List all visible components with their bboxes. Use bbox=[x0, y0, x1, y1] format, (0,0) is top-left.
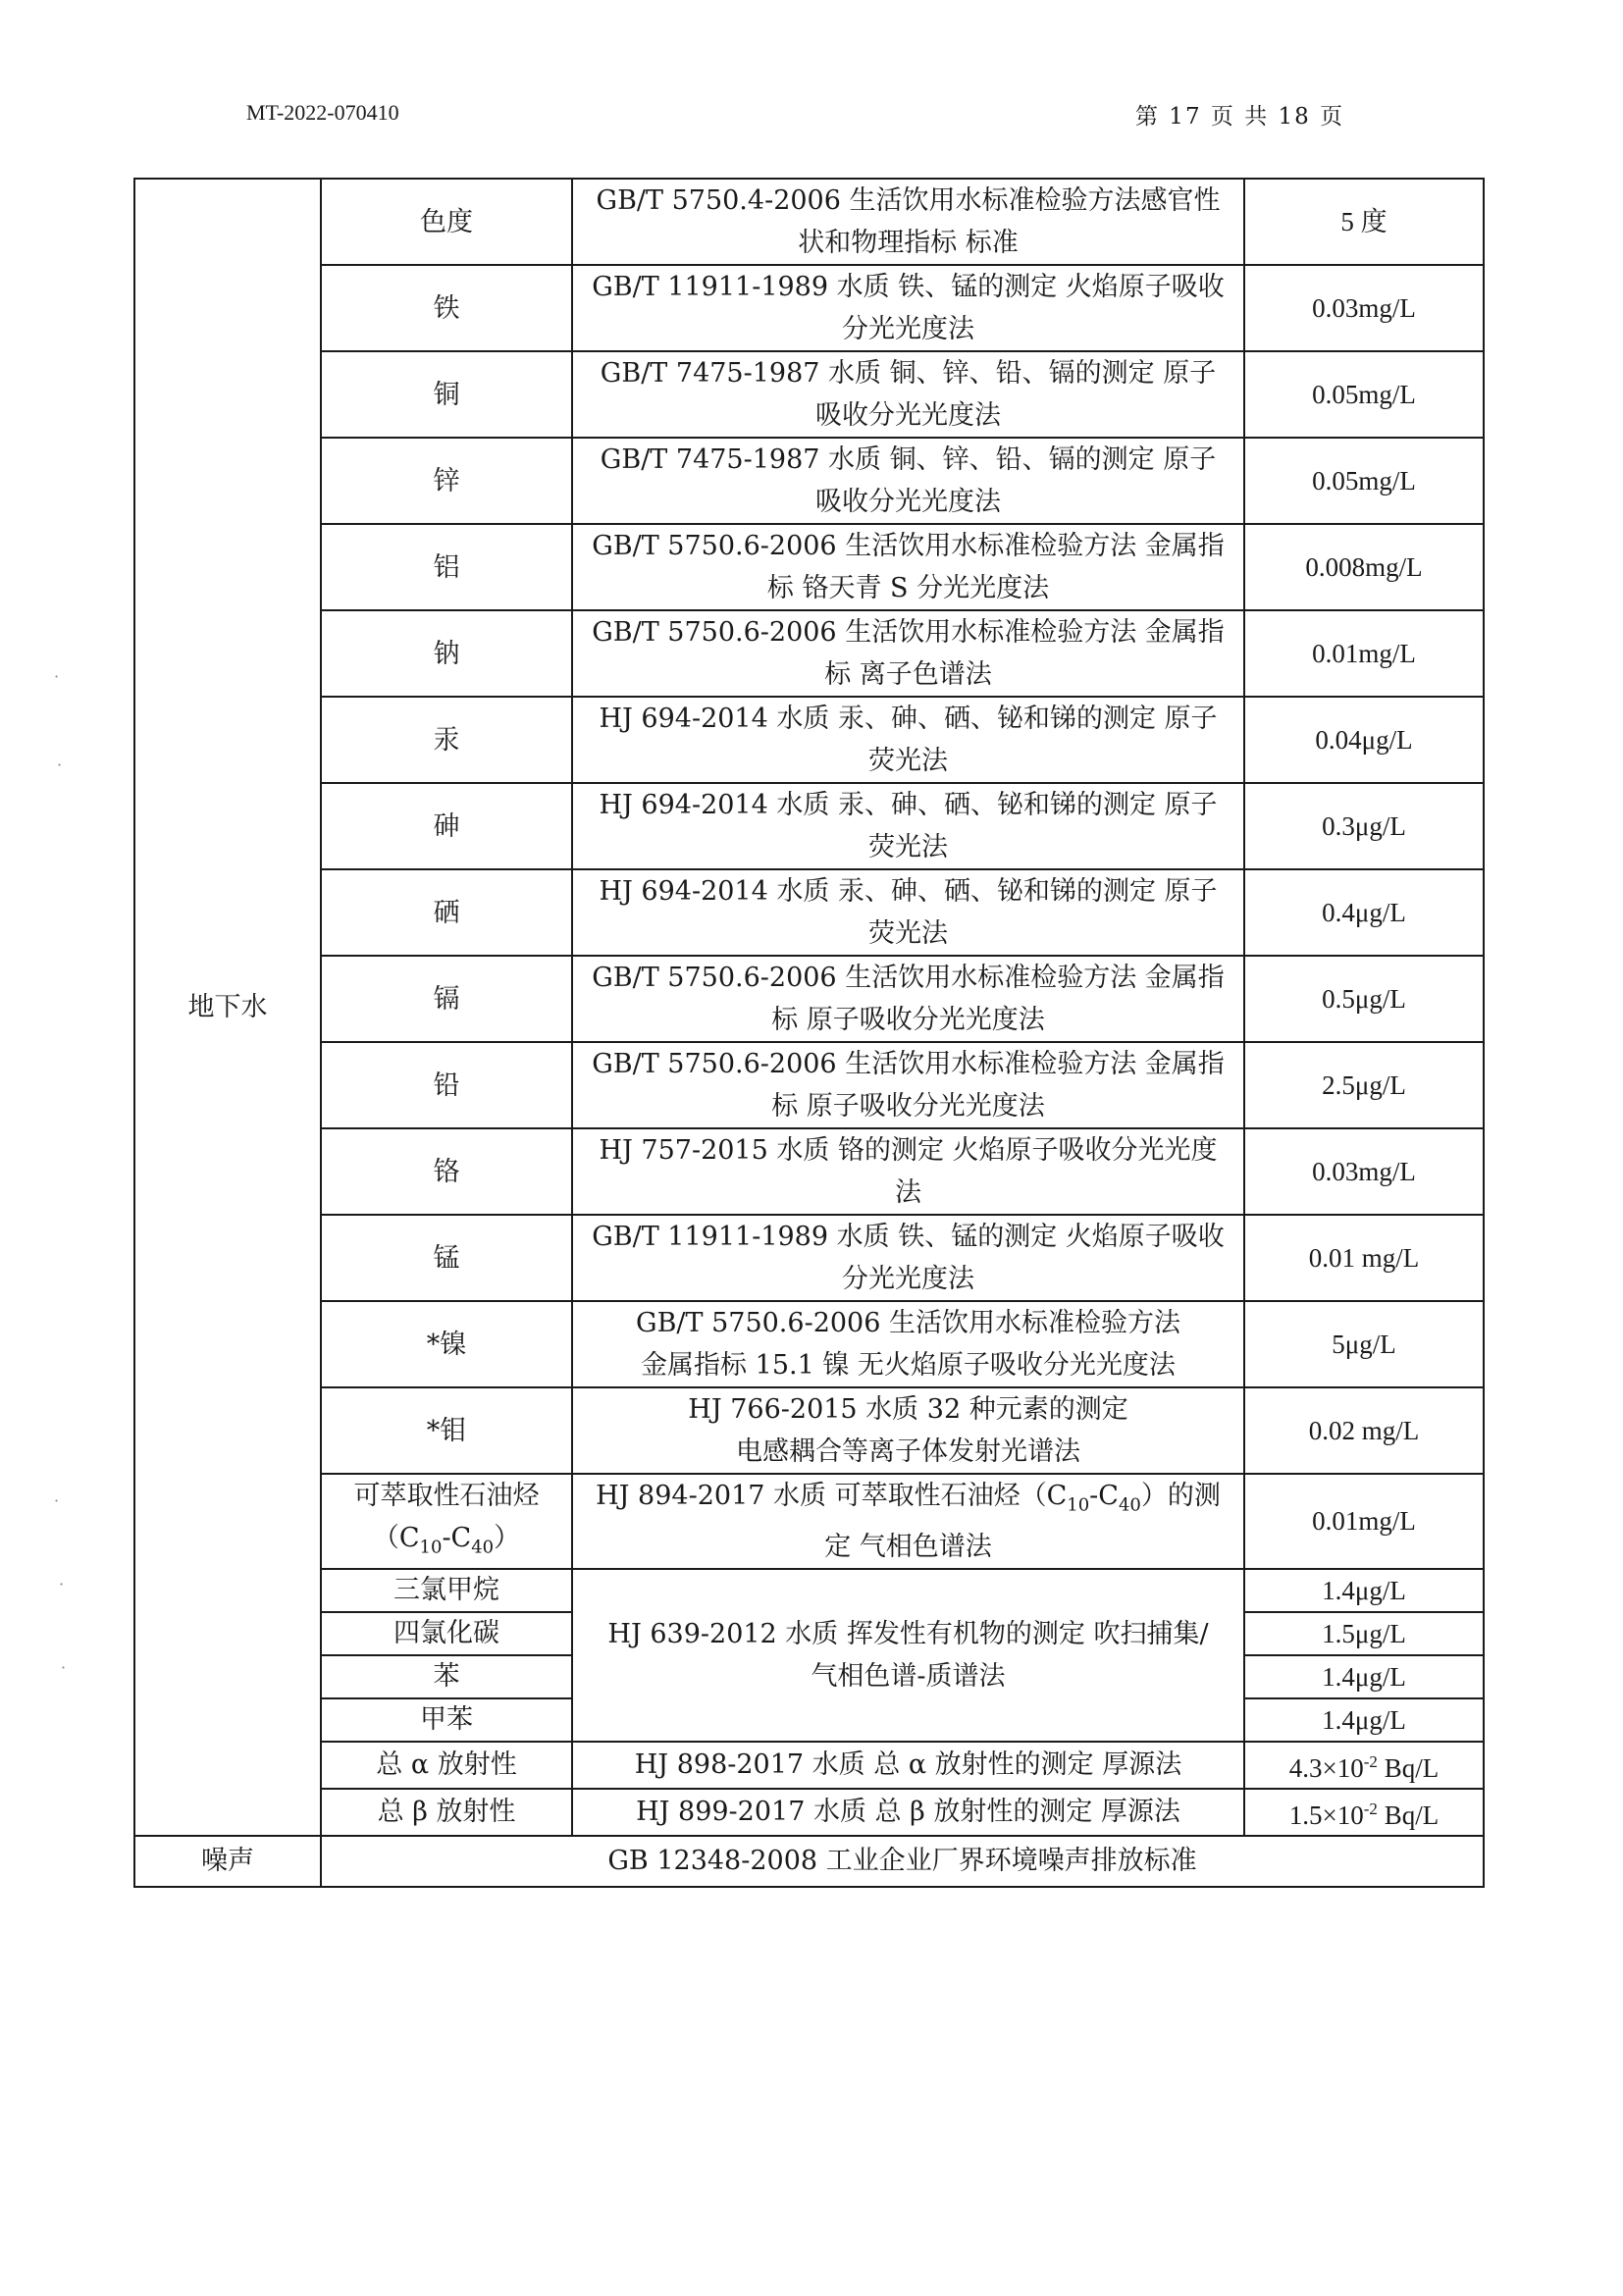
item-cell bbox=[321, 351, 572, 438]
limit-value: 5μg/L bbox=[1332, 1329, 1396, 1359]
table-row bbox=[134, 1836, 1484, 1887]
method-line: GB/T 5750.6-2006 生活饮用水标准检验方法 金属指 bbox=[592, 617, 1225, 648]
item-cell bbox=[321, 1128, 572, 1215]
subscript: 10 bbox=[1067, 1494, 1090, 1516]
method-cell bbox=[572, 783, 1244, 869]
item-label: *钼 bbox=[426, 1415, 467, 1446]
method-cell bbox=[572, 1215, 1244, 1301]
item-label: 甲苯 bbox=[420, 1704, 473, 1736]
limit-value: 0.4μg/L bbox=[1322, 897, 1406, 927]
method-cell bbox=[572, 351, 1244, 438]
method-line: 定 气相色谱法 bbox=[824, 1532, 992, 1563]
method-line: ）的测 bbox=[1140, 1481, 1221, 1511]
limit-value: 1.4μg/L bbox=[1322, 1662, 1406, 1693]
item-cell bbox=[321, 610, 572, 697]
item-label: ） bbox=[494, 1523, 521, 1553]
limit-cell bbox=[1244, 1569, 1484, 1612]
method-line: HJ 766-2015 水质 32 种元素的测定 bbox=[688, 1394, 1128, 1425]
table-row bbox=[134, 438, 1484, 524]
table-row bbox=[134, 524, 1484, 610]
method-line: 吸收分光光度法 bbox=[815, 400, 1001, 431]
item-label: 锰 bbox=[433, 1242, 460, 1274]
table-row bbox=[134, 179, 1484, 265]
limit-cell bbox=[1244, 179, 1484, 265]
item-label: 锌 bbox=[433, 465, 460, 496]
superscript: -2 bbox=[1363, 1800, 1378, 1819]
method-line: 电感耦合等离子体发射光谱法 bbox=[736, 1436, 1080, 1467]
item-cell bbox=[321, 1789, 572, 1836]
method-line: GB/T 7475-1987 水质 铜、锌、铅、镉的测定 原子 bbox=[600, 358, 1217, 389]
limit-cell bbox=[1244, 438, 1484, 524]
limit-value: 0.05mg/L bbox=[1312, 379, 1416, 409]
table-row bbox=[134, 869, 1484, 956]
method-line: GB/T 7475-1987 水质 铜、锌、铅、镉的测定 原子 bbox=[600, 444, 1217, 475]
method-line: HJ 757-2015 水质 铬的测定 火焰原子吸收分光光度 bbox=[599, 1135, 1218, 1166]
method-cell bbox=[572, 1128, 1244, 1215]
method-line: 状和物理指标 标准 bbox=[798, 228, 1019, 258]
table-row bbox=[134, 265, 1484, 351]
limit-cell bbox=[1244, 1128, 1484, 1215]
subscript: 40 bbox=[471, 1537, 495, 1558]
table-row bbox=[134, 1215, 1484, 1301]
limit-value: 0.008mg/L bbox=[1305, 551, 1423, 582]
item-label: 铜 bbox=[433, 379, 460, 410]
subscript: 40 bbox=[1118, 1494, 1141, 1516]
item-label: 四氯化碳 bbox=[393, 1618, 499, 1649]
item-cell bbox=[321, 783, 572, 869]
limit-unit: Bq/L bbox=[1377, 1753, 1440, 1784]
item-cell bbox=[321, 1742, 572, 1789]
method-cell bbox=[572, 610, 1244, 697]
limit-value: 4.3×10 bbox=[1288, 1753, 1364, 1784]
table-row bbox=[134, 351, 1484, 438]
item-label: 总 α 放射性 bbox=[376, 1749, 517, 1781]
method-cell bbox=[572, 1742, 1244, 1789]
method-line: HJ 694-2014 水质 汞、砷、硒、铋和锑的测定 原子 bbox=[599, 876, 1218, 907]
table-row bbox=[134, 956, 1484, 1042]
item-label: 铝 bbox=[433, 551, 460, 583]
limit-cell bbox=[1244, 524, 1484, 610]
item-label: *镍 bbox=[426, 1329, 467, 1360]
scan-mark: · bbox=[54, 667, 60, 686]
method-line: 气相色谱-质谱法 bbox=[811, 1661, 1006, 1693]
table-row bbox=[134, 1301, 1484, 1387]
scan-mark: · bbox=[54, 1491, 60, 1510]
limit-cell bbox=[1244, 1655, 1484, 1698]
method-line: HJ 694-2014 水质 汞、砷、硒、铋和锑的测定 原子 bbox=[599, 704, 1218, 734]
item-cell bbox=[321, 1301, 572, 1387]
document-number: MT-2022-070410 bbox=[246, 100, 399, 125]
limit-cell bbox=[1244, 1612, 1484, 1655]
item-cell bbox=[321, 697, 572, 783]
item-label: 铁 bbox=[433, 292, 460, 324]
limit-value: 1.4μg/L bbox=[1322, 1576, 1406, 1606]
item-cell bbox=[321, 265, 572, 351]
method-line: GB/T 5750.6-2006 生活饮用水标准检验方法 金属指 bbox=[592, 963, 1225, 993]
limit-unit: Bq/L bbox=[1377, 1800, 1440, 1831]
item-label: 苯 bbox=[433, 1661, 460, 1693]
limit-cell bbox=[1244, 1474, 1484, 1569]
table-row bbox=[134, 1569, 1484, 1612]
item-cell bbox=[321, 1042, 572, 1128]
limit-value: 0.3μg/L bbox=[1322, 810, 1406, 841]
item-label: 可萃取性石油烃 bbox=[353, 1481, 540, 1511]
item-label: 铬 bbox=[433, 1156, 460, 1187]
item-cell bbox=[321, 869, 572, 956]
method-line: 标 原子吸收分光光度法 bbox=[771, 1091, 1045, 1122]
method-cell bbox=[572, 438, 1244, 524]
table-row bbox=[134, 1387, 1484, 1474]
table-row bbox=[134, 1474, 1484, 1569]
limit-cell bbox=[1244, 1698, 1484, 1742]
limit-value: 0.04μg/L bbox=[1315, 724, 1413, 755]
item-label: 色度 bbox=[420, 206, 473, 237]
limit-value: 0.01mg/L bbox=[1312, 1506, 1416, 1537]
method-cell bbox=[572, 524, 1244, 610]
limit-cell bbox=[1244, 1301, 1484, 1387]
method-line: 标 铬天青 S 分光光度法 bbox=[766, 573, 1050, 603]
method-cell bbox=[572, 869, 1244, 956]
limit-value: 5 度 bbox=[1340, 206, 1387, 236]
item-label: 硒 bbox=[433, 897, 460, 928]
item-label: 三氯甲烷 bbox=[393, 1575, 499, 1606]
method-line: 荧光法 bbox=[868, 832, 948, 862]
method-line: HJ 894-2017 水质 可萃取性石油烃（C bbox=[596, 1481, 1068, 1511]
item-label: （C bbox=[372, 1523, 420, 1553]
method-line: 荧光法 bbox=[868, 918, 948, 949]
subscript: 10 bbox=[419, 1537, 443, 1558]
table-row bbox=[134, 1742, 1484, 1789]
category-cell bbox=[134, 179, 321, 1836]
limit-cell bbox=[1244, 1215, 1484, 1301]
method-line: GB/T 5750.4-2006 生活饮用水标准检验方法感官性 bbox=[596, 185, 1221, 216]
method-line: HJ 898-2017 水质 总 α 放射性的测定 厚源法 bbox=[634, 1749, 1182, 1781]
method-line: 标 原子吸收分光光度法 bbox=[771, 1005, 1045, 1035]
method-cell bbox=[321, 1836, 1484, 1887]
item-cell bbox=[321, 1612, 572, 1655]
method-line: 分光光度法 bbox=[842, 314, 974, 344]
method-line: 标 离子色谱法 bbox=[824, 659, 992, 690]
category-cell bbox=[134, 1836, 321, 1887]
limit-value: 0.03mg/L bbox=[1312, 292, 1416, 323]
method-line: GB 12348-2008 工业企业厂界环境噪声排放标准 bbox=[607, 1846, 1197, 1877]
method-line: HJ 694-2014 水质 汞、砷、硒、铋和锑的测定 原子 bbox=[599, 790, 1218, 820]
item-cell bbox=[321, 1698, 572, 1742]
limit-value: 0.03mg/L bbox=[1312, 1156, 1416, 1186]
item-cell bbox=[321, 1655, 572, 1698]
item-label: 铅 bbox=[433, 1070, 460, 1101]
method-line: 吸收分光光度法 bbox=[815, 487, 1001, 517]
method-line: GB/T 5750.6-2006 生活饮用水标准检验方法 bbox=[636, 1308, 1180, 1338]
method-cell bbox=[572, 956, 1244, 1042]
limit-cell bbox=[1244, 265, 1484, 351]
method-cell bbox=[572, 1042, 1244, 1128]
method-cell bbox=[572, 697, 1244, 783]
method-line: 荧光法 bbox=[868, 746, 948, 776]
limit-cell bbox=[1244, 783, 1484, 869]
method-line: GB/T 11911-1989 水质 铁、锰的测定 火焰原子吸收 bbox=[592, 1222, 1225, 1252]
category-label: 噪声 bbox=[201, 1846, 254, 1877]
item-cell bbox=[321, 438, 572, 524]
standards-table bbox=[133, 178, 1485, 1888]
method-line: -C bbox=[1089, 1481, 1119, 1511]
limit-value: 0.01mg/L bbox=[1312, 638, 1416, 668]
item-cell bbox=[321, 1387, 572, 1474]
item-label: 汞 bbox=[433, 724, 460, 756]
table-row bbox=[134, 610, 1484, 697]
method-cell bbox=[572, 1301, 1244, 1387]
category-label: 地下水 bbox=[187, 992, 268, 1023]
limit-cell bbox=[1244, 869, 1484, 956]
method-cell bbox=[572, 265, 1244, 351]
scan-mark: · bbox=[59, 1575, 65, 1593]
item-cell bbox=[321, 1474, 572, 1569]
limit-value: 1.4μg/L bbox=[1322, 1705, 1406, 1736]
item-cell bbox=[321, 1569, 572, 1612]
item-cell bbox=[321, 524, 572, 610]
table-row bbox=[134, 1042, 1484, 1128]
limit-cell bbox=[1244, 1042, 1484, 1128]
item-cell bbox=[321, 179, 572, 265]
limit-cell bbox=[1244, 610, 1484, 697]
limit-cell bbox=[1244, 351, 1484, 438]
limit-cell bbox=[1244, 956, 1484, 1042]
table-row bbox=[134, 697, 1484, 783]
method-line: HJ 899-2017 水质 总 β 放射性的测定 厚源法 bbox=[636, 1797, 1180, 1828]
limit-value: 1.5×10 bbox=[1288, 1800, 1364, 1831]
limit-cell bbox=[1244, 697, 1484, 783]
limit-cell bbox=[1244, 1387, 1484, 1474]
limit-cell bbox=[1244, 1789, 1484, 1836]
method-line: GB/T 11911-1989 水质 铁、锰的测定 火焰原子吸收 bbox=[592, 272, 1225, 302]
method-cell bbox=[572, 1474, 1244, 1569]
item-label: 砷 bbox=[433, 810, 460, 842]
limit-value: 2.5μg/L bbox=[1322, 1070, 1406, 1100]
method-cell bbox=[572, 179, 1244, 265]
page-indicator: 第 17 页 共 18 页 bbox=[1135, 104, 1345, 130]
method-cell bbox=[572, 1569, 1244, 1742]
item-cell bbox=[321, 1215, 572, 1301]
method-line: 法 bbox=[895, 1177, 921, 1208]
limit-value: 0.5μg/L bbox=[1322, 983, 1406, 1014]
item-label: 钠 bbox=[433, 638, 460, 669]
method-line: HJ 639-2012 水质 挥发性有机物的测定 吹扫捕集/ bbox=[607, 1619, 1209, 1650]
method-line: 金属指标 15.1 镍 无火焰原子吸收分光光度法 bbox=[641, 1350, 1176, 1381]
table-row bbox=[134, 1789, 1484, 1836]
limit-value: 0.05mg/L bbox=[1312, 465, 1416, 496]
limit-value: 0.01 mg/L bbox=[1308, 1242, 1420, 1273]
limit-value: 0.02 mg/L bbox=[1308, 1415, 1420, 1445]
method-line: GB/T 5750.6-2006 生活饮用水标准检验方法 金属指 bbox=[592, 531, 1225, 561]
method-line: 分光光度法 bbox=[842, 1264, 974, 1294]
method-cell bbox=[572, 1789, 1244, 1836]
table-row bbox=[134, 1128, 1484, 1215]
scan-mark: · bbox=[61, 1658, 67, 1677]
item-label: 总 β 放射性 bbox=[377, 1797, 516, 1828]
limit-cell bbox=[1244, 1742, 1484, 1789]
superscript: -2 bbox=[1363, 1752, 1378, 1772]
table-row bbox=[134, 783, 1484, 869]
item-cell bbox=[321, 956, 572, 1042]
scan-mark: · bbox=[57, 756, 63, 774]
item-label: -C bbox=[442, 1523, 472, 1553]
item-label: 镉 bbox=[433, 983, 460, 1015]
method-cell bbox=[572, 1387, 1244, 1474]
method-line: GB/T 5750.6-2006 生活饮用水标准检验方法 金属指 bbox=[592, 1049, 1225, 1079]
limit-value: 1.5μg/L bbox=[1322, 1619, 1406, 1649]
